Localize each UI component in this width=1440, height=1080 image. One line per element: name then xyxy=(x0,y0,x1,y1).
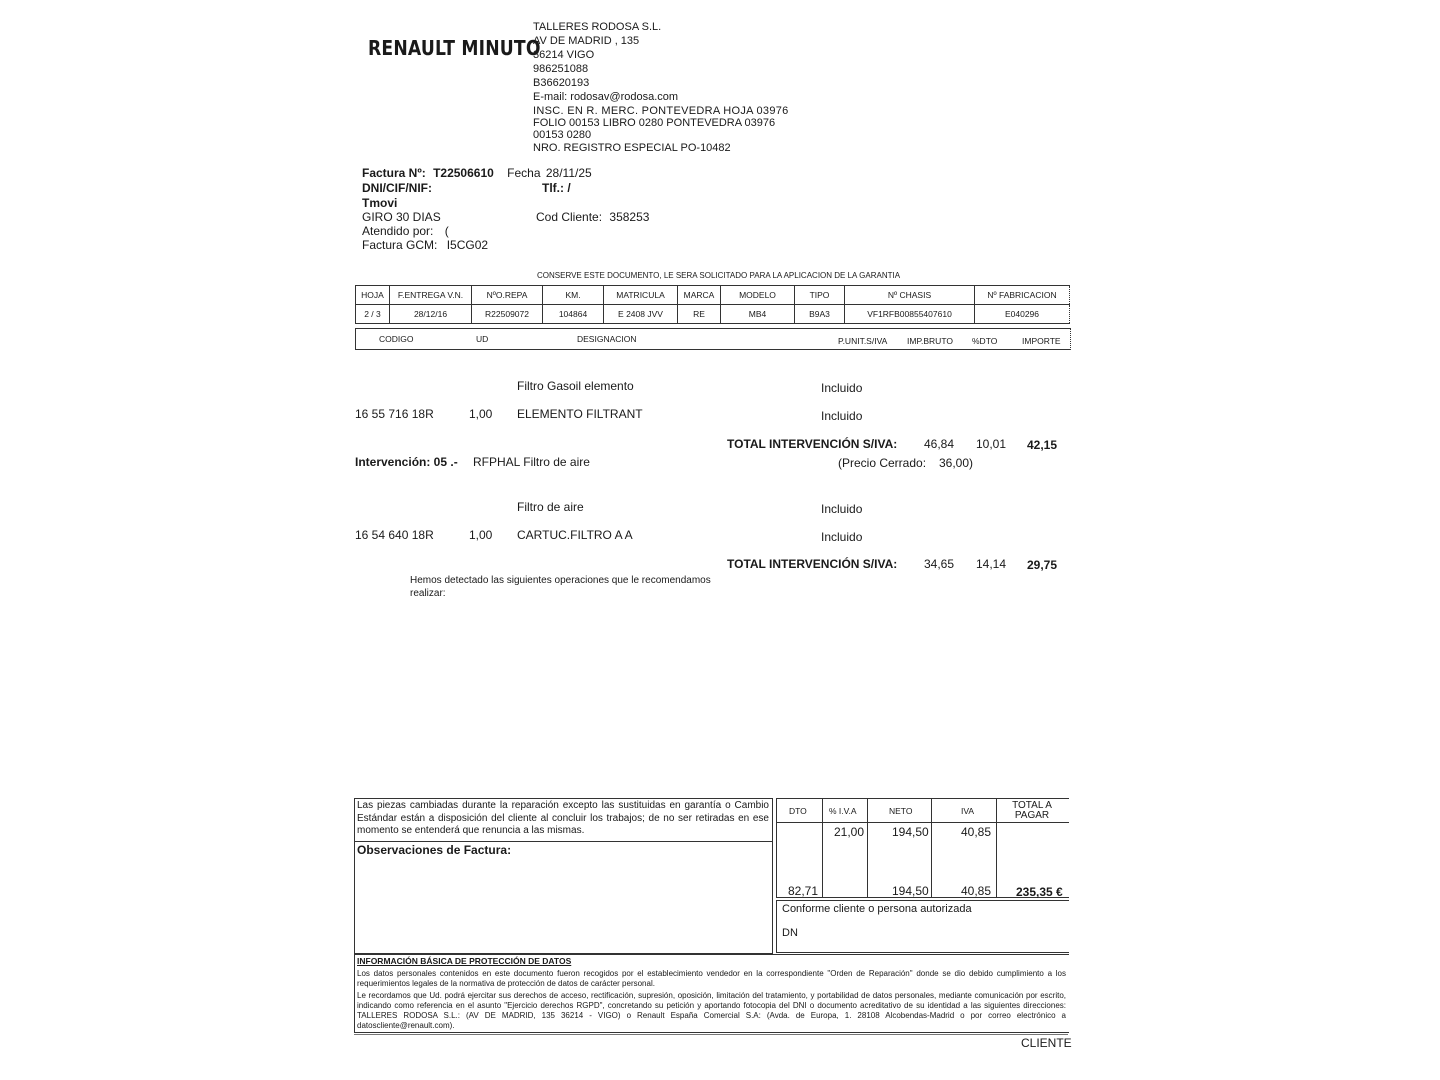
val-km: 104864 xyxy=(543,305,604,324)
conforme-label: Conforme cliente o persona autorizada xyxy=(782,903,972,915)
company-line: 00153 0280 xyxy=(533,129,592,141)
totals-hdr-iva-pct: % I.V.A xyxy=(829,806,857,816)
brand-logo: RENAULT MINUTO xyxy=(368,36,541,60)
conforme-top-border xyxy=(776,900,1069,901)
totals-divider xyxy=(822,798,823,898)
val-matricula: E 2408 JVV xyxy=(604,305,678,324)
line-punit: Incluido xyxy=(821,502,863,516)
totals-hdr-total: TOTAL A PAGAR xyxy=(1012,800,1052,821)
company-line: FOLIO 00153 LIBRO 0280 PONTEVEDRA 03976 xyxy=(533,117,776,129)
vehicle-table-row xyxy=(356,305,1070,324)
company-line: 986251088 xyxy=(533,63,589,75)
attended-by-row xyxy=(362,224,449,239)
col-matricula: MATRICULA xyxy=(604,286,678,305)
gcm-label: Factura GCM: xyxy=(362,238,438,252)
footer-rule xyxy=(354,1034,1068,1035)
val-tipo: B9A3 xyxy=(795,305,845,324)
hdr-importe: IMPORTE xyxy=(1022,336,1061,346)
attended-by-value: ( xyxy=(444,224,449,238)
gcm-value: I5CG02 xyxy=(446,238,489,252)
dn-label: DN xyxy=(782,927,798,939)
totals-iva: 40,85 xyxy=(961,825,992,839)
col-chasis: Nº CHASIS xyxy=(845,286,975,305)
totals-header-border xyxy=(776,822,1069,823)
line-punit: Incluido xyxy=(821,409,863,423)
line-designacion: ELEMENTO FILTRANT xyxy=(517,407,643,421)
payment-terms: GIRO 30 DIAS xyxy=(362,210,441,224)
hdr-ud: UD xyxy=(476,334,489,344)
totals-neto: 194,50 xyxy=(892,884,929,898)
totals-hdr-dto: DTO xyxy=(789,806,807,816)
company-line: E-mail: rodosav@rodosa.com xyxy=(533,91,679,103)
totals-dto: 82,71 xyxy=(788,884,819,898)
line-designacion: Filtro Gasoil elemento xyxy=(517,379,634,393)
invoice-number-row xyxy=(362,166,592,181)
totals-top-border xyxy=(776,798,1069,799)
val-hoja: 2 / 3 xyxy=(356,305,390,324)
col-orepa: NºO.REPA xyxy=(472,286,543,305)
observations-label: Observaciones de Factura: xyxy=(357,843,512,857)
company-address-block xyxy=(533,20,789,155)
col-tipo: TIPO xyxy=(795,286,845,305)
company-line: TALLERES RODOSA S.L. xyxy=(533,21,662,33)
company-line: 36214 VIGO xyxy=(533,49,595,61)
totals-divider xyxy=(996,798,997,898)
val-marca: RE xyxy=(678,305,721,324)
company-line: INSC. EN R. MERC. PONTEVEDRA HOJA 03976 xyxy=(533,105,789,117)
val-orepa: R22509072 xyxy=(472,305,543,324)
invoice-number-label: Factura Nº: xyxy=(362,166,426,180)
recommendation-text: Hemos detectado las siguientes operaciones que le recomendamos realizar: xyxy=(410,575,711,599)
col-hoja: HOJA xyxy=(356,286,390,305)
conforme-bottom-border xyxy=(776,952,1069,953)
totals-divider xyxy=(867,798,868,898)
totals-hdr-iva: IVA xyxy=(961,806,975,816)
line-punit: Incluido xyxy=(821,381,863,395)
line-ud: 1,00 xyxy=(469,528,493,542)
invoice-date: 28/11/25 xyxy=(545,166,592,180)
totals-hdr-neto: NETO xyxy=(889,806,913,816)
hdr-punit: P.UNIT.S/IVA xyxy=(838,336,888,346)
intervention-label: Intervención: 05 .- xyxy=(355,455,458,469)
vehicle-table xyxy=(355,285,1070,324)
line-designacion: CARTUC.FILTRO A A xyxy=(517,528,633,542)
company-line: B36620193 xyxy=(533,77,590,89)
line-designacion: Filtro de aire xyxy=(517,500,584,514)
phone-label: Tlf.: / xyxy=(542,181,571,195)
intervention-total-dto: 10,01 xyxy=(976,437,1007,451)
fixed-price-value: 36,00) xyxy=(939,456,974,470)
hdr-impbruto: IMP.BRUTO xyxy=(907,336,953,346)
totals-iva: 40,85 xyxy=(961,884,992,898)
customer-code: 358253 xyxy=(609,210,650,224)
attended-by-label: Atendido por: xyxy=(362,224,434,238)
hdr-codigo: CODIGO xyxy=(379,334,414,344)
warranty-text: Las piezas cambiadas durante la reparación excepto las sustituidas en garantía o Cambio Estándar están a disposición del cliente al concluir los trabajos; de no ser retiradas en ese momento se entenderá que renuncia a las mismas. xyxy=(357,800,769,836)
totals-neto: 194,50 xyxy=(892,825,929,839)
intervention-total-bruto: 34,65 xyxy=(924,557,955,571)
intervention-total-importe: 29,75 xyxy=(1027,558,1058,572)
col-km: KM. xyxy=(543,286,604,305)
intervention-total-dto: 14,14 xyxy=(976,557,1007,571)
conforme-left-border xyxy=(776,900,777,953)
invoice-number: T22506610 xyxy=(433,166,494,180)
val-fabricacion: E040296 xyxy=(975,305,1070,324)
col-modelo: MODELO xyxy=(721,286,795,305)
customer-name: Tmovi xyxy=(362,196,398,210)
val-chasis: VF1RFB00855407610 xyxy=(845,305,975,324)
warranty-notice: CONSERVE ESTE DOCUMENTO, LE SERA SOLICITADO PARA LA APLICACION DE LA GARANTIA xyxy=(537,271,901,280)
col-fabricacion: Nº FABRICACION xyxy=(975,286,1070,305)
line-ud: 1,00 xyxy=(469,407,493,421)
intervention-total-bruto: 46,84 xyxy=(924,437,955,451)
total-to-pay: 235,35 € xyxy=(1016,885,1063,899)
val-fentrega: 28/12/16 xyxy=(390,305,472,324)
hdr-dto: %DTO xyxy=(972,336,998,346)
copy-label: CLIENTE xyxy=(1021,1036,1072,1050)
totals-iva-pct: 21,00 xyxy=(834,825,865,839)
line-codigo: 16 54 640 18R xyxy=(355,528,434,542)
company-line: NRO. REGISTRO ESPECIAL PO-10482 xyxy=(533,142,731,154)
customer-code-row xyxy=(536,210,649,225)
line-punit: Incluido xyxy=(821,530,863,544)
intervention-total-importe: 42,15 xyxy=(1027,438,1058,452)
val-modelo: MB4 xyxy=(721,305,795,324)
col-fentrega: F.ENTREGA V.N. xyxy=(390,286,472,305)
observations-box xyxy=(354,841,773,954)
customer-code-label: Cod Cliente: xyxy=(536,210,603,224)
lines-header xyxy=(355,328,1071,350)
intervention-total-label: TOTAL INTERVENCIÓN S/IVA: xyxy=(727,557,898,571)
invoice-date-label: Fecha xyxy=(507,166,541,180)
dni-label: DNI/CIF/NIF: xyxy=(362,181,432,195)
totals-divider xyxy=(931,798,932,898)
totals-divider xyxy=(776,798,777,898)
fixed-price-label: (Precio Cerrado: xyxy=(838,456,927,470)
privacy-paragraph-1: Los datos personales contenidos en este documento fueron recogidos por el establecimiento vendedor en la correspondiente "Orden de Reparación" donde se dio debido cumplimiento a los requerimientos legales de la normativa de protección de datos de carácter personal. xyxy=(357,969,1066,988)
vehicle-table-header xyxy=(356,286,1070,305)
privacy-paragraph-2: Le recordamos que Ud. podrá ejercitar sus derechos de acceso, rectificación, supresión, oposición, limitación del tratamiento, y portabilidad de datos personales, mediante comunicación por escrito, indicando como referencia en el asunto "Ejercicio derechos RGPD", concretando su petición y aportando fotocopia del DNI o documento acreditativo de su identidad a las siguientes direcciones: TALLERES RODOSA S.L.: (AV DE MADRID, 135 36214 - VIGO) o Renault España Comercial S.A: (Avda. de Europa, 1. 28108 Alcobendas-Madrid o por correo electrónico a datoscliente@renault.com). xyxy=(357,991,1066,1030)
col-marca: MARCA xyxy=(678,286,721,305)
intervention-description: RFPHAL Filtro de aire xyxy=(473,455,590,469)
hdr-designacion: DESIGNACION xyxy=(577,334,637,344)
intervention-total-label: TOTAL INTERVENCIÓN S/IVA: xyxy=(727,437,898,451)
line-codigo: 16 55 716 18R xyxy=(355,407,434,421)
gcm-row xyxy=(362,238,488,253)
privacy-title: INFORMACIÓN BÁSICA DE PROTECCIÓN DE DATOS xyxy=(357,956,572,966)
company-line: AV DE MADRID , 135 xyxy=(533,35,640,47)
